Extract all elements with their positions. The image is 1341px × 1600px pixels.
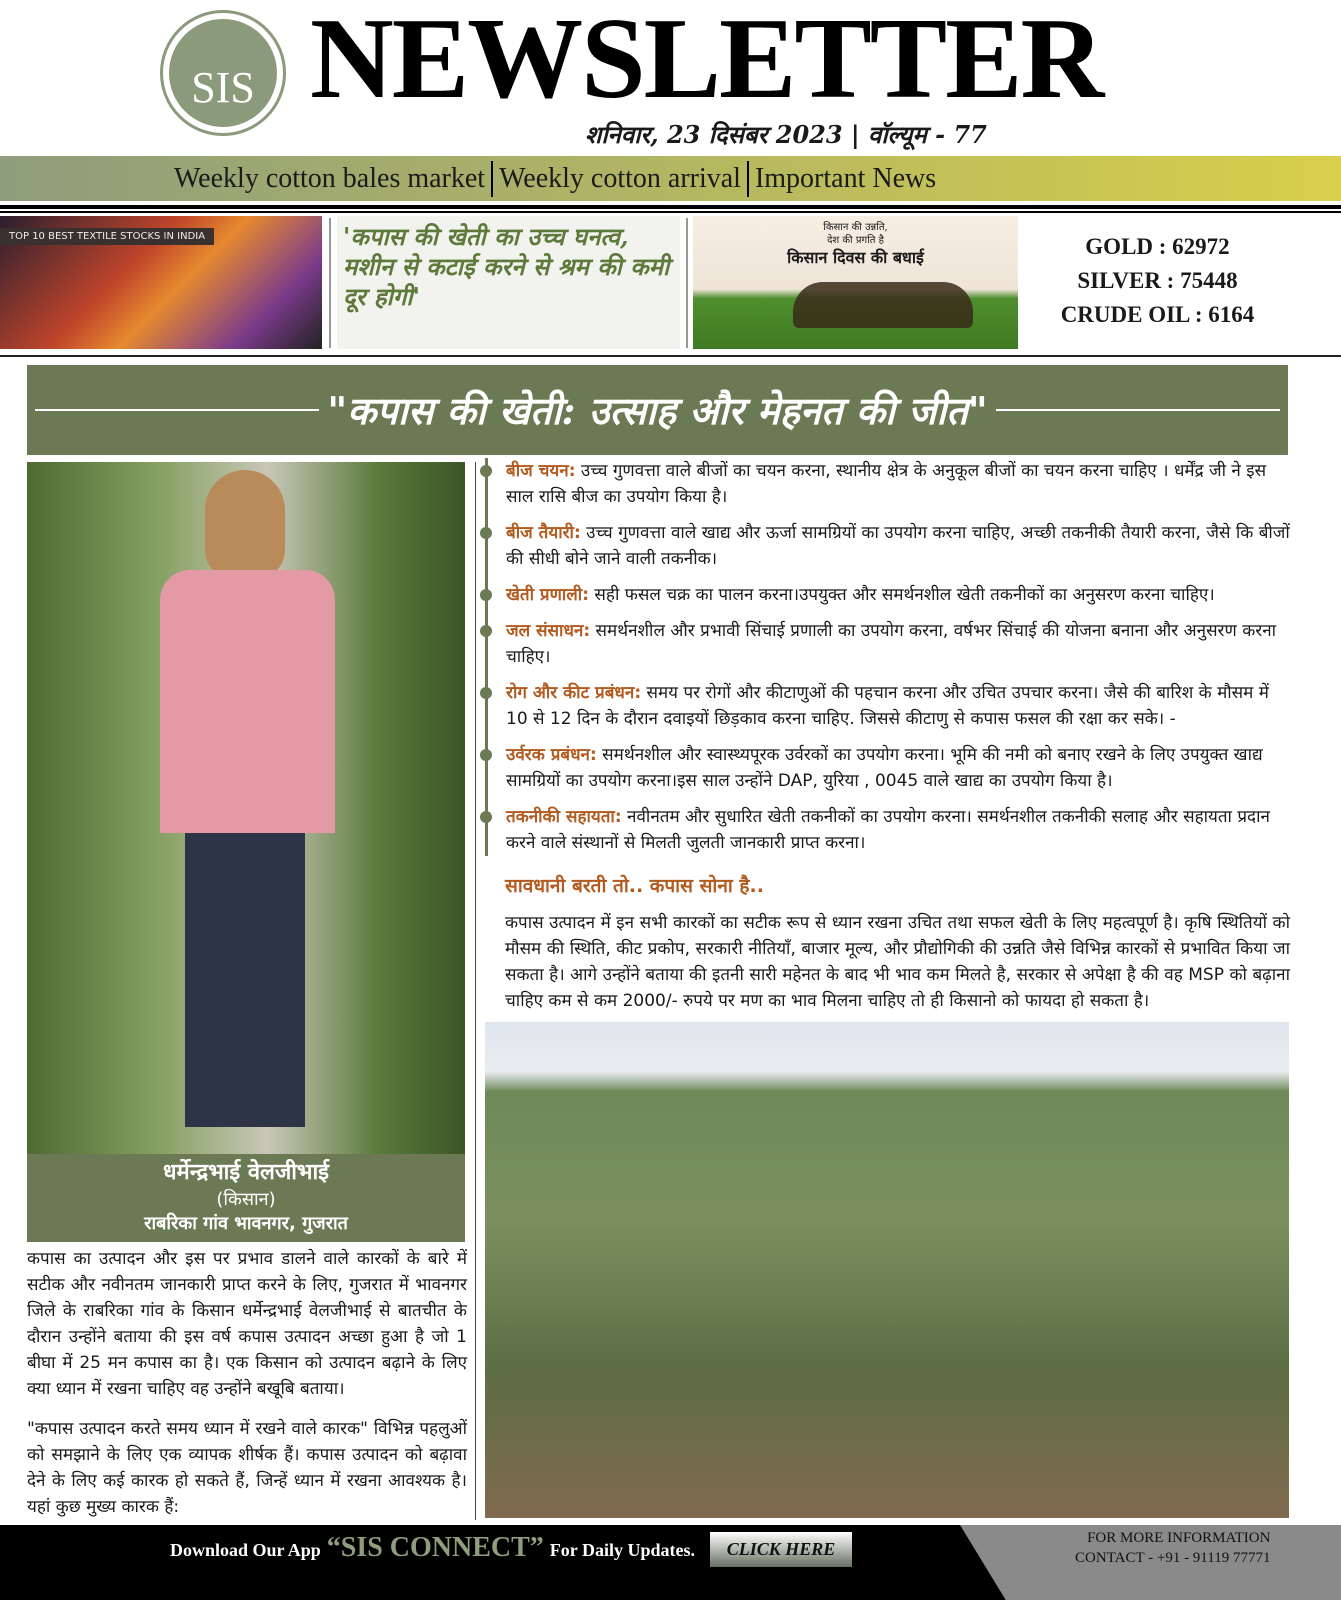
app-promo: [170, 1532, 695, 1564]
divider: [686, 218, 688, 348]
farmer-photo: [27, 462, 465, 1154]
article-title: "कपास की खेती: उत्साह और मेहनत की जीत": [327, 388, 988, 433]
quote-image[interactable]: 'कपास की खेती का उच्च घनत्व, मशीन से कटाई करने से श्रम की कमी दूर होगी': [337, 216, 680, 349]
logo-mark: SIS: [169, 19, 277, 127]
commodity-prices: [1040, 230, 1275, 332]
sis-logo: [160, 10, 286, 136]
section-band: [0, 156, 1341, 201]
left-column: [27, 462, 467, 1520]
masthead-title: NEWSLETTER: [310, 0, 1103, 123]
link-important-news[interactable]: Important News: [754, 162, 937, 194]
farmer-place: राबरिका गांव भावनगर, गुजरात: [144, 1213, 348, 1234]
list-item: उर्वरक प्रबंधन: समर्थनशील और स्वास्थ्यपूरक उर्वरकों का उपयोग करना। भूमि की नमी को बनाए रखने के लिए उपयुक्त खाद्य सामग्रियों का उपयोग करना।इस साल उन्होंने DAP, युरिया , 0045 वाले खाद्य का उपयोग किया है।: [488, 742, 1290, 794]
article-title-bar: [27, 365, 1288, 455]
image-title: किसान दिवस की बधाई: [787, 248, 924, 267]
app-name: “SIS CONNECT”: [326, 1532, 544, 1563]
divider: [329, 218, 331, 348]
title-line: [35, 409, 319, 411]
factor-list: [485, 458, 1290, 856]
contact-info: [1075, 1528, 1270, 1568]
list-item: रोग और कीट प्रबंधन: समय पर रोगों और कीटाणुओं की पहचान करना और उचित उपचार करना। जैसे की बारिश के मौसम में 10 से 12 दिन के दौरान दवाइयों छिड़काव करना चाहिए. जिससे कीटाणु से कपास फसल की रक्षा कर सके। -: [488, 680, 1290, 732]
list-item: बीज चयन: उच्च गुणवत्ता वाले बीजों का चयन करना, स्थानीय क्षेत्र के अनुकूल बीजों का चयन करना चाहिए । धर्मेंद्र जी ने इस साल रासि बीज का उपयोग किया है।: [488, 458, 1290, 510]
image-tag: TOP 10 BEST TEXTILE STOCKS IN INDIA: [0, 228, 214, 245]
list-item: खेती प्रणाली: सही फसल चक्र का पालन करना।उपयुक्त और समर्थनशील खेती तकनीकों का अनुसरण करना चाहिए।: [488, 582, 1290, 608]
title-line: [996, 409, 1280, 411]
farmer-role: (किसान): [216, 1189, 276, 1210]
crude-price: CRUDE OIL : 6164: [1060, 302, 1255, 327]
rule: [0, 211, 1341, 213]
silver-price: SILVER : 75448: [1077, 268, 1238, 293]
rule: [0, 355, 1341, 357]
info-heading: FOR MORE INFORMATION: [1087, 1530, 1271, 1546]
image-subtitle: किसान की उन्नति,: [823, 222, 888, 233]
image-subtitle: देश की प्रगति है: [827, 235, 884, 246]
dateline: शनिवार, 23 दिसंबर 2023 | वॉल्यूम - 77: [585, 120, 987, 149]
cotton-field-photo: [485, 1022, 1289, 1518]
conclusion-paragraph: कपास उत्पादन में इन सभी कारकों का सटीक रूप से ध्यान रखना उचित तथा सफल खेती के लिए महत्वपूर्ण है। कृषि स्थितियों को मौसम की स्थिति, कीट प्रकोप, सरकारी नीतियाँ, बाजार मूल्य, और प्रौद्योगिकी की उन्नति जैसे विभिन्न कारकों से प्रभावित किया जा सकता है। आगे उन्होंने बताया की इतनी सारी महेनत के बाद भी भाव कम मिलते है, सरकार से अपेक्षा है की वह MSP को बढ़ाना चाहिए कम से कम 2000/- रुपये पर मण का भाव मिलना चाहिए तो ही किसानो को फायदा हो सकता है।: [505, 913, 1290, 1011]
photo-caption: [27, 1154, 465, 1242]
list-item: जल संसाधन: समर्थनशील और प्रभावी सिंचाई प्रणाली का उपयोग करना, वर्षभर सिंचाई की योजना बनाना और अनुसरण करना चाहिए।: [488, 618, 1290, 670]
subheading: सावधानी बरती तो.. कपास सोना है..: [505, 875, 764, 897]
updates-text: For Daily Updates.: [549, 1540, 695, 1560]
contact-number[interactable]: CONTACT - +91 - 91119 77771: [1075, 1550, 1271, 1566]
click-here-button[interactable]: CLICK HERE: [710, 1532, 852, 1567]
rule: [0, 205, 1341, 209]
column-divider: [475, 462, 476, 1520]
intro-paragraph-2: "कपास उत्पादन करते समय ध्यान में रखने वाले कारक" विभिन्न पहलुओं को समझाने के लिए एक व्यापक शीर्षक हैं। कपास उत्पादन को बढ़ावा देने के लिए कई कारक हो सकते हैं, जिन्हें ध्यान में रखना आवश्यक है। यहां कुछ मुख्य कारक हैं:: [27, 1419, 467, 1517]
farmer-name: धर्मेन्द्रभाई वेलजीभाई: [163, 1160, 329, 1185]
link-cotton-arrival[interactable]: Weekly cotton arrival: [499, 162, 741, 194]
textile-stocks-image[interactable]: [0, 216, 322, 349]
gold-price: GOLD : 62972: [1085, 234, 1230, 259]
farmer-bullock-cart-silhouette: [793, 282, 973, 328]
list-item: बीज तैयारी: उच्च गुणवत्ता वाले खाद्य और ऊर्जा सामग्रियों का उपयोग करना चाहिए, अच्छी तकनीकी तैयारी करना, जैसे कि बीजों की सीधी बोने जाने वाली तकनीक।: [488, 520, 1290, 572]
kisan-diwas-image[interactable]: [693, 216, 1018, 349]
download-text: Download Our App: [170, 1540, 321, 1560]
link-cotton-bales-market[interactable]: Weekly cotton bales market: [174, 162, 486, 194]
intro-paragraph: कपास का उत्पादन और इस पर प्रभाव डालने वाले कारकों के बारे में सटीक और नवीनतम जानकारी प्राप्त करने के लिए, गुजरात में भावनगर जिले के राबरिका गांव के किसान धर्मेन्द्रभाई वेलजीभाई से बातचीत के दौरान उन्होंने बताया की इस वर्ष कपास उत्पादन अच्छा हुआ है जो 1 बीघा में 25 मन कपास का है। एक किसान को उत्पादन बढ़ाने के लिए क्या ध्यान में रखना चाहिए वह उन्होंने बखूबि बताया।: [27, 1249, 467, 1399]
farmer-figure: [150, 470, 340, 1127]
right-column: [485, 458, 1290, 1518]
list-item: तकनीकी सहायता: नवीनतम और सुधारित खेती तकनीकों का उपयोग करना। समर्थनशील तकनीकी सलाह और सहायता प्रदान करने वाले संस्थानों से मिलती जुलती जानकारी प्राप्त करना।: [488, 804, 1290, 856]
